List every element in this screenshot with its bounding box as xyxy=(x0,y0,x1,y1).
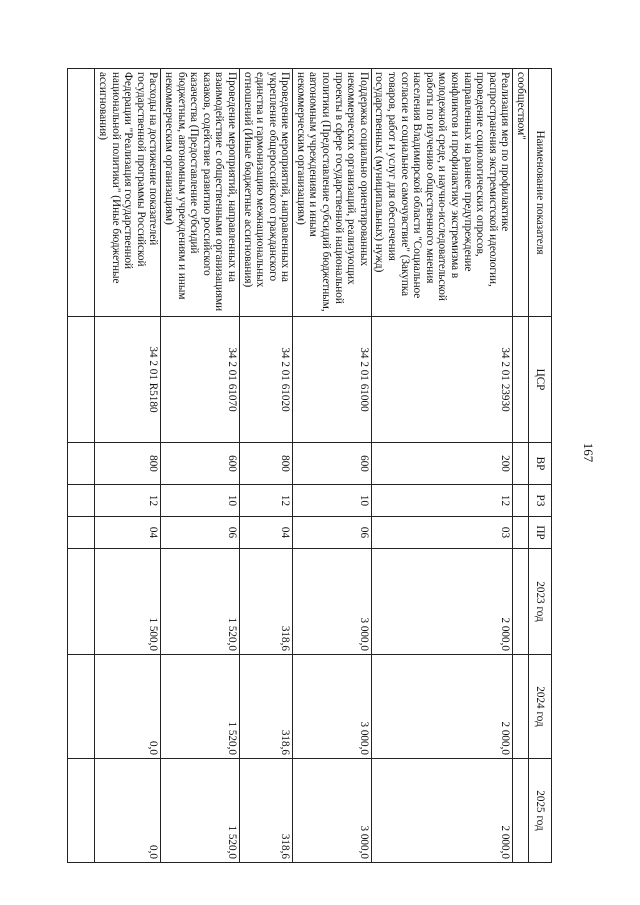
row-2024: 1 520,0 xyxy=(161,655,240,759)
header-csr: ЦСР xyxy=(529,317,552,443)
row-csr: 34 2 01 61020 xyxy=(239,317,292,443)
row-2023: 2 000,0 xyxy=(371,549,513,655)
row-rz: 10 xyxy=(161,485,240,517)
row-csr: 34 2 01 61070 xyxy=(161,317,240,443)
row-2024: 3 000,0 xyxy=(293,655,372,759)
row-rz: 12 xyxy=(95,485,161,517)
table-row-fragment xyxy=(513,69,529,863)
row-name: сообществом" xyxy=(513,69,529,317)
row-2025: 0,0 xyxy=(95,759,161,863)
row-2024: 2 000,0 xyxy=(371,655,513,759)
header-rz: РЗ xyxy=(529,485,552,517)
header-pr: ПР xyxy=(529,517,552,549)
row-vr: 800 xyxy=(239,443,292,485)
table-row xyxy=(371,69,513,863)
row-2025: 1 520,0 xyxy=(161,759,240,863)
table-row xyxy=(239,69,292,863)
header-2025: 2025 год xyxy=(529,759,552,863)
row-name: Расходы на достижение показателей государственной программы Российской Федерации "Реализация государственной национальной политики" (Иные бюджетные ассигнования) xyxy=(95,69,161,317)
budget-table xyxy=(67,68,552,863)
row-rz: 12 xyxy=(239,485,292,517)
row-csr: 34 2 01 R5180 xyxy=(95,317,161,443)
row-rz: 10 xyxy=(293,485,372,517)
row-name: Поддержка социально ориентированных некоммерческих организаций, реализующих проекты в сфере государственной национальной политики (Предоставление субсидий бюджетным, автономным учреждениям и иным некоммерческим организациям) xyxy=(293,69,372,317)
row-2023: 1 500,0 xyxy=(95,549,161,655)
row-vr: 600 xyxy=(161,443,240,485)
row-2024: 0,0 xyxy=(95,655,161,759)
row-2023: 1 520,0 xyxy=(161,549,240,655)
row-csr: 34 2 01 61000 xyxy=(293,317,372,443)
row-pr: 04 xyxy=(239,517,292,549)
row-vr: 600 xyxy=(293,443,372,485)
row-pr: 06 xyxy=(293,517,372,549)
table-row xyxy=(95,69,161,863)
row-pr: 03 xyxy=(371,517,513,549)
row-rz: 12 xyxy=(371,485,513,517)
row-vr: 800 xyxy=(95,443,161,485)
row-csr: 34 2 01 23930 xyxy=(371,317,513,443)
table-row xyxy=(161,69,240,863)
header-name: Наименование показателя xyxy=(529,69,552,317)
row-name: Проведение мероприятий, направленных на укрепление общероссийского гражданского единства и гармонизацию межнациональных отношений (Иные бюджетные ассигнования) xyxy=(239,69,292,317)
row-2023: 3 000,0 xyxy=(293,549,372,655)
header-2023: 2023 год xyxy=(529,549,552,655)
row-pr: 04 xyxy=(95,517,161,549)
row-2025: 3 000,0 xyxy=(293,759,372,863)
row-2023: 318,6 xyxy=(239,549,292,655)
header-row xyxy=(529,69,552,863)
row-name: Проведение мероприятий, направленных на взаимодействие с общественными организациями казаков, содействие развитию российского казачества (Предоставление субсидий бюджетным, автономным учреждениям и иным некоммерческим организациям) xyxy=(161,69,240,317)
row-2024: 318,6 xyxy=(239,655,292,759)
table-row xyxy=(293,69,372,863)
row-2025: 2 000,0 xyxy=(371,759,513,863)
page-number: 167 xyxy=(581,442,596,463)
row-name: Реализация мер по профилактике распространения экстремистской идеологии, проведение социологических опросов, направленных на раннее предупреждение конфликтов и профилактику экстремизма в молодежной среде, и научно-исследовательской работы по изучению общественного мнения населения Владимирской области "Социальное согласие и социальное самочувствие" (Закупка товаров, работ и услуг для обеспечения государственных (муниципальных) нужд) xyxy=(371,69,513,317)
header-2024: 2024 год xyxy=(529,655,552,759)
row-pr: 06 xyxy=(161,517,240,549)
row-vr: 200 xyxy=(371,443,513,485)
header-vr: ВР xyxy=(529,443,552,485)
row-2025: 318,6 xyxy=(239,759,292,863)
table-continuation xyxy=(68,69,95,863)
